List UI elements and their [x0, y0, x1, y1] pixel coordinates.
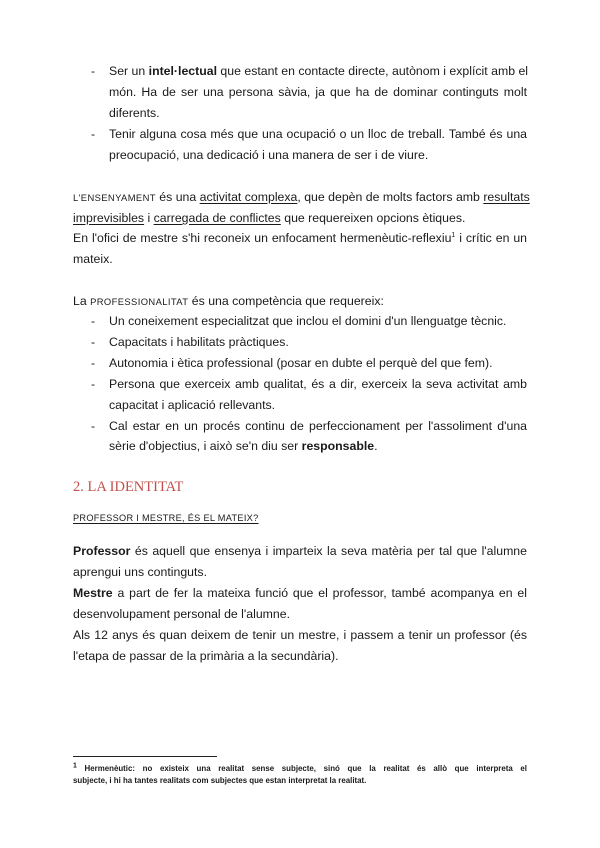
- ensenyament-paragraph: mateix.: [73, 252, 113, 266]
- mestre-paragraph: Mestre a part de fer la mateixa funció que el professor, també acompanya en el: [73, 586, 527, 600]
- small-caps-term: PROFESSIONALITAT: [90, 296, 189, 307]
- bullet-text: Capacitats i habilitats pràctiques.: [109, 335, 289, 349]
- footnote-separator: [73, 756, 217, 757]
- bullet-dash: -: [91, 335, 96, 349]
- bullet-dash: -: [91, 377, 96, 391]
- bullet-text: capacitat i aplicació rellevants.: [109, 398, 276, 412]
- bullet-text: Un coneixement especialitzat que inclou el domini d'un llenguatge tècnic.: [109, 314, 507, 328]
- bullet-dash: -: [91, 419, 96, 433]
- ensenyament-paragraph: En l'ofici de mestre s'hi reconeix un enfocament hermenèutic-reflexiu$^1$ i crític en un: [73, 231, 527, 245]
- bullet-text: Cal estar en un procés continu de perfeccionament per l'assoliment d'una: [109, 419, 527, 433]
- bullet-text: Ser un intel·lectual que estant en contacte directe, autònom i explícit amb el: [109, 64, 529, 78]
- bullet-text: Tenir alguna cosa més que una ocupació o un lloc de treball. També és una: [109, 127, 527, 141]
- ensenyament-paragraph: L'ENSENYAMENT és una activitat complexa, que depèn de molts factors amb resultats: [73, 190, 530, 204]
- footnote-text: subjecte, i hi ha tantes realitats com subjectes que estan interpretat la realitat.: [73, 776, 367, 785]
- professor-paragraph: aprengui uns continguts.: [73, 565, 207, 579]
- professionalitat-intro: La PROFESSIONALITAT és una competència que requereix:: [73, 294, 384, 308]
- bullet-dash: -: [91, 314, 96, 328]
- footnote-ref: 1: [451, 231, 456, 239]
- bullet-text: sèrie d'objectius, i això se'n diu ser responsable.: [109, 439, 378, 453]
- age-paragraph: l'etapa de passar de la primària a la secundària).: [73, 649, 339, 663]
- bullet-dash: -: [91, 127, 96, 141]
- section-heading: 2. LA IDENTITAT: [73, 479, 184, 495]
- bullet-dash: -: [91, 64, 96, 78]
- professor-paragraph: Professor és aquell que ensenya i imparteix la seva matèria per tal que l'alumne: [73, 544, 527, 558]
- bullet-text: diferents.: [109, 106, 160, 120]
- section-subheading: PROFESSOR I MESTRE, ÉS EL MATEIX?: [73, 513, 259, 523]
- bullet-text: Persona que exerceix amb qualitat, és a dir, exerceix la seva activitat amb: [109, 377, 527, 391]
- bullet-text: món. Ha de ser una persona sàvia, ja que ha de dominar continguts molt: [109, 85, 527, 99]
- age-paragraph: Als 12 anys és quan deixem de tenir un mestre, i passem a tenir un professor (és: [73, 628, 527, 642]
- small-caps-term: L'ENSENYAMENT: [73, 192, 156, 203]
- ensenyament-paragraph: imprevisibles i carregada de conflictes que requereixen opcions ètiques.: [73, 211, 466, 225]
- footnote-text: $^1$ Hermenèutic: no existeix una realitat sense subjecte, sinó que la realitat és allò que interpreta el: [73, 762, 527, 773]
- bullet-dash: -: [91, 356, 96, 370]
- bullet-text: preocupació, una dedicació i una manera de ser i de viure.: [109, 148, 429, 162]
- bullet-text: Autonomia i ètica professional (posar en dubte el perquè del que fem).: [109, 356, 493, 370]
- mestre-paragraph: desenvolupament personal de l'alumne.: [73, 607, 291, 621]
